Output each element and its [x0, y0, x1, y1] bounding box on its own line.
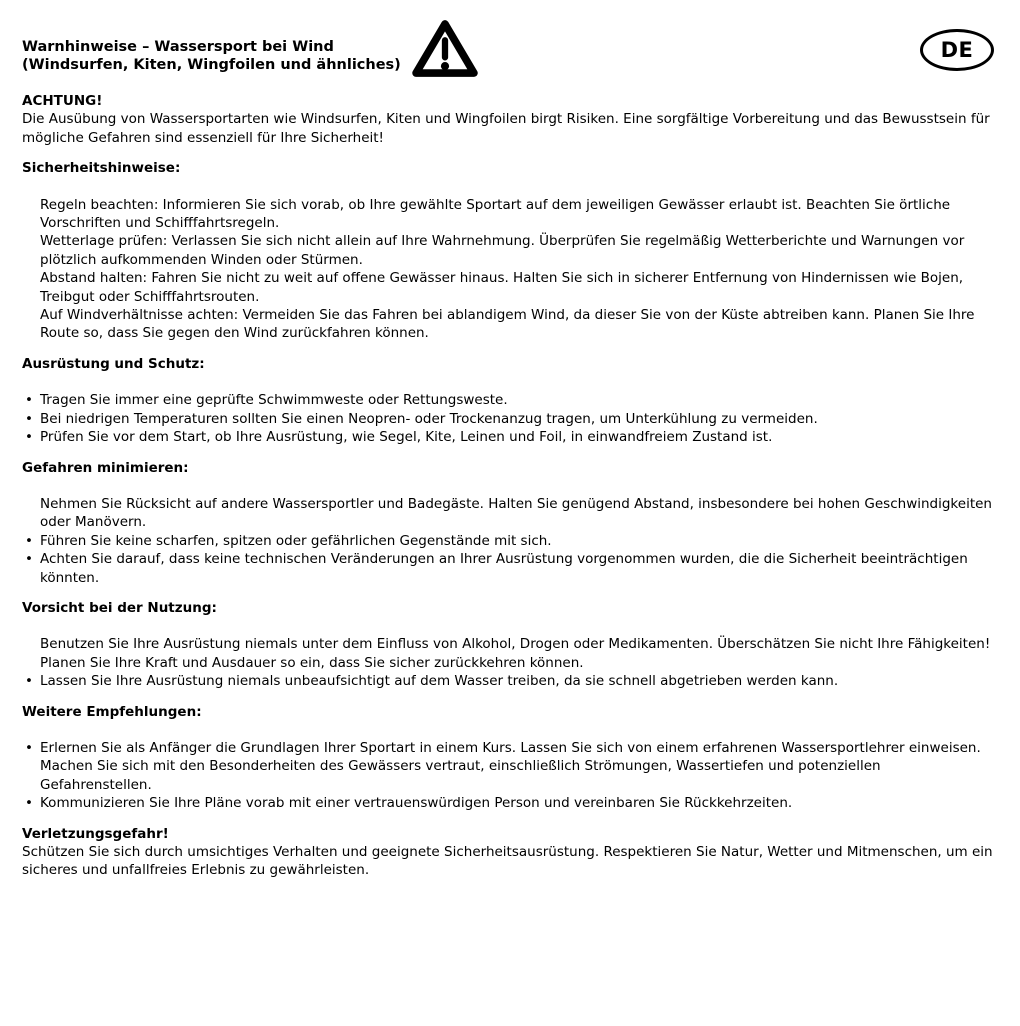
section-item-list — [22, 495, 996, 587]
section-heading: Verletzungsgefahr! — [22, 825, 169, 842]
section-heading: Sicherheitshinweise: — [22, 160, 181, 177]
section-paragraph: Schützen Sie sich durch umsichtiges Verhalten und geeignete Sicherheitsausrüstung. Respektieren Sie Natur, Wetter und Mitmenschen, um ein sicheres und unfallfreies Erlebnis zu gewährleisten. — [22, 844, 993, 879]
list-item-plain: Nehmen Sie Rücksicht auf andere Wassersportler und Badegäste. Halten Sie genügend Abstand, insbesondere bei hohen Geschwindigkeiten oder Manövern. — [40, 495, 992, 531]
list-item-plain: Wetterlage prüfen: Verlassen Sie sich nicht allein auf Ihre Wahrnehmung. Überprüfen Sie regelmäßig Wetterberichte und Warnungen vor plötzlich aufkommenden Winden oder Stürmen. — [40, 233, 965, 268]
list-item-bulleted: • Prüfen Sie vor dem Start, ob Ihre Ausrüstung, wie Segel, Kite, Leinen und Foil, in einwandfreiem Zustand ist. — [22, 428, 996, 446]
section-gefahren-minimieren — [22, 459, 996, 587]
section-heading: ACHTUNG! — [22, 93, 103, 109]
section-paragraph: Die Ausübung von Wassersportarten wie Windsurfen, Kiten und Wingfoilen birgt Risiken. Eine sorgfältige Vorbereitung und das Bewusstsein für mögliche Gefahren sind essenziell für Ihre Sicherheit! — [22, 111, 990, 146]
document-header — [22, 38, 996, 80]
list-item-bulleted: • Führen Sie keine scharfen, spitzen oder gefährlichen Gegenstände mit sich. — [22, 532, 996, 550]
section-sicherheitshinweise — [22, 159, 996, 343]
page-title-line1: Warnhinweise – Wassersport bei Wind — [22, 39, 334, 55]
list-item-bulleted: • Kommunizieren Sie Ihre Pläne vorab mit einer vertrauenswürdigen Person und vereinbaren Sie Rückkehrzeiten. — [22, 794, 996, 812]
section-achtung — [22, 92, 996, 147]
warning-triangle-icon — [411, 17, 479, 80]
list-item-bulleted: • Erlernen Sie als Anfänger die Grundlagen Ihrer Sportart in einem Kurs. Lassen Sie sich von einem erfahrenen Wassersportlehrer einweisen. — [22, 739, 996, 757]
section-item-list — [22, 739, 996, 813]
language-badge — [920, 29, 994, 71]
page-title-line2: (Windsurfen, Kiten, Wingfoilen und ähnliches) — [22, 57, 401, 73]
section-vorsicht-bei-der-nutzung — [22, 599, 996, 691]
page-title — [22, 38, 401, 74]
language-badge-label: DE — [940, 37, 974, 62]
list-item-bulleted: • Lassen Sie Ihre Ausrüstung niemals unbeaufsichtigt auf dem Wasser treiben, da sie schnell abgetrieben werden kann. — [22, 672, 996, 690]
section-heading: Ausrüstung und Schutz: — [22, 355, 205, 372]
list-item-plain: Machen Sie sich mit den Besonderheiten des Gewässers vertraut, einschließlich Strömungen, Wassertiefen und potenziellen Gefahrenstellen. — [40, 758, 881, 793]
list-item-bulleted: • Tragen Sie immer eine geprüfte Schwimmweste oder Rettungsweste. — [22, 391, 996, 409]
section-weitere-empfehlungen — [22, 703, 996, 813]
list-item-plain: Abstand halten: Fahren Sie nicht zu weit auf offene Gewässer hinaus. Halten Sie sich in sicherer Entfernung von Hindernissen wie Bojen, Treibgut oder Schifffahrtsrouten. — [40, 270, 964, 305]
section-item-list — [22, 391, 996, 446]
section-heading: Gefahren minimieren: — [22, 459, 189, 476]
section-heading: Weitere Empfehlungen: — [22, 703, 202, 720]
list-item-bulleted: • Bei niedrigen Temperaturen sollten Sie einen Neopren- oder Trockenanzug tragen, um Unterkühlung zu vermeiden. — [22, 410, 996, 428]
section-item-list — [22, 635, 996, 690]
list-item-bulleted: • Achten Sie darauf, dass keine technischen Veränderungen an Ihrer Ausrüstung vorgenommen wurden, die die Sicherheit beeinträchtigen könnten. — [22, 550, 996, 587]
section-heading: Vorsicht bei der Nutzung: — [22, 599, 217, 616]
section-item-list — [22, 196, 996, 343]
list-item-plain: Regeln beachten: Informieren Sie sich vorab, ob Ihre gewählte Sportart auf dem jeweiligen Gewässer erlaubt ist. Beachten Sie örtliche Vorschriften und Schifffahrtsregeln. — [40, 196, 951, 232]
section-ausruestung-und-schutz — [22, 355, 996, 447]
section-verletzungsgefahr — [22, 825, 996, 880]
list-item-plain: Auf Windverhältnisse achten: Vermeiden Sie das Fahren bei ablandigem Wind, da dieser Sie von der Küste abtreiben kann. Planen Sie Ihre Route so, dass Sie gegen den Wind zurückfahren können. — [40, 307, 975, 342]
list-item-plain: Benutzen Sie Ihre Ausrüstung niemals unter dem Einfluss von Alkohol, Drogen oder Medikamenten. Überschätzen Sie nicht Ihre Fähigkeiten! Planen Sie Ihre Kraft und Ausdauer so ein, dass Sie sicher zurückkehren können. — [40, 636, 991, 671]
sections — [22, 92, 996, 880]
